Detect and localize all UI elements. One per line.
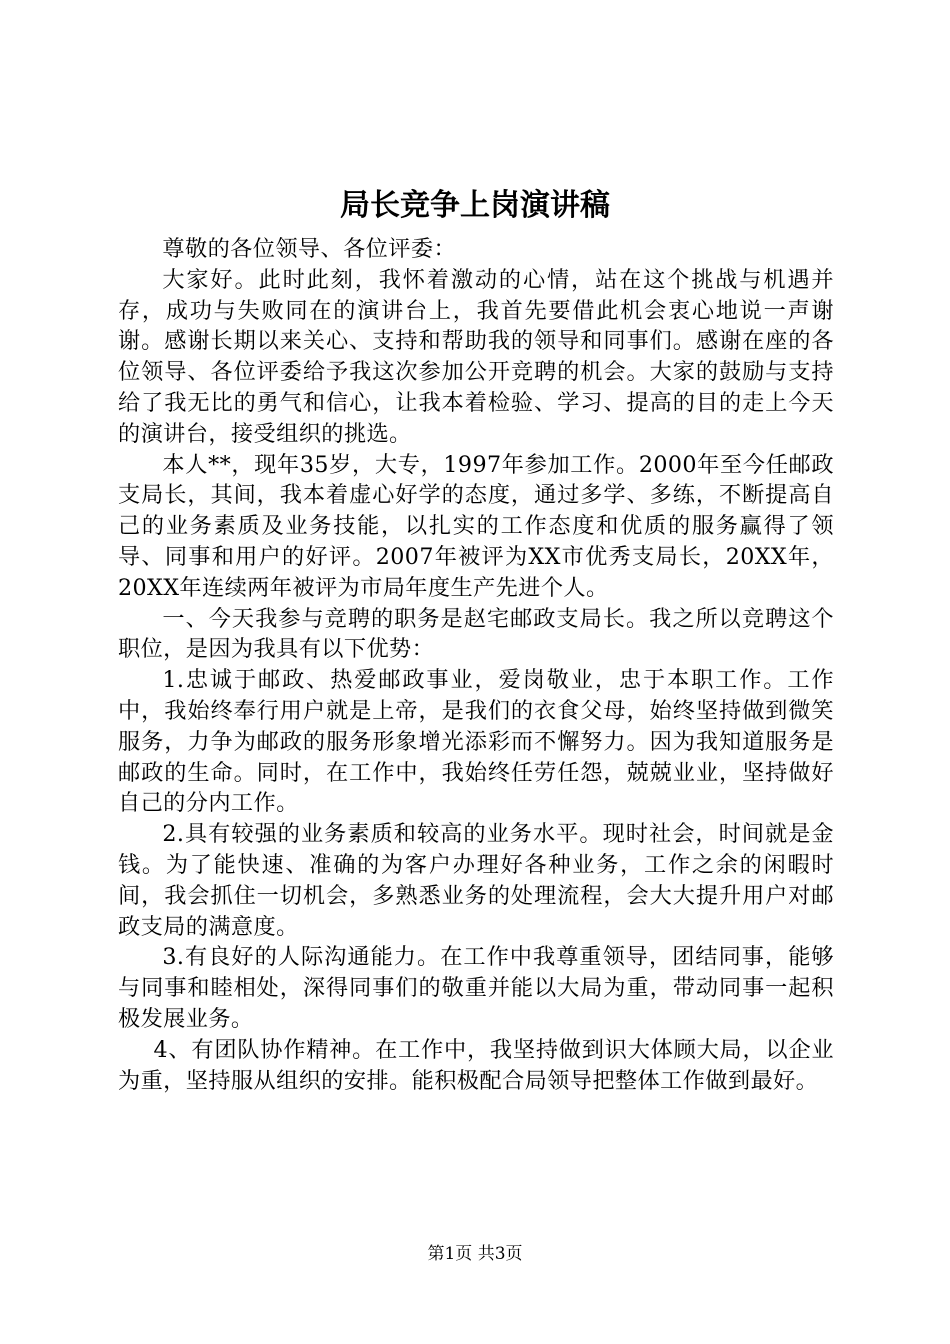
paragraph-self-introduction: 本人**，现年35岁，大专，1997年参加工作。2000年至今任邮政支局长，其间，我本着虚心好学的态度，通过多学、多练，不断提高自己的业务素质及业务技能，以扎实的工作态度和优质的服务赢得了领导、同事和用户的好评。2007年被评为XX市优秀支局长，20XX年，20XX年连续两年被评为市局年度生产先进个人。: [118, 451, 834, 601]
page-number-footer: 第1页 共3页: [427, 1244, 523, 1264]
document-title: 局长竞争上岗演讲稿: [340, 188, 610, 223]
paragraph-point-1: 1.忠诚于邮政、热爱邮政事业，爱岗敬业，忠于本职工作。工作中，我始终奉行用户就是上帝，是我们的衣食父母，始终坚持做到微笑服务，力争为邮政的服务形象增光添彩而不懈努力。因为我知道服务是邮政的生命。同时，在工作中，我始终任劳任怨，兢兢业业，坚持做好自己的分内工作。: [118, 667, 834, 817]
paragraph-point-3: 3.有良好的人际沟通能力。在工作中我尊重领导，团结同事，能够与同事和睦相处，深得同事们的敬重并能以大局为重，带动同事一起积极发展业务。: [118, 944, 834, 1032]
document-body: [118, 234, 834, 1096]
paragraph-greeting: 尊敬的各位领导、各位评委：: [162, 236, 457, 262]
paragraph-point-2: 2.具有较强的业务素质和较高的业务水平。现时社会，时间就是金钱。为了能快速、准确的为客户办理好各种业务，工作之余的闲暇时间，我会抓住一切机会，多熟悉业务的处理流程，会大大提升用户对邮政支局的满意度。: [118, 821, 834, 940]
paragraph-opening: 大家好。此时此刻，我怀着激动的心情，站在这个挑战与机遇并存，成功与失败同在的演讲台上，我首先要借此机会衷心地说一声谢谢。感谢长期以来关心、支持和帮助我的领导和同事们。感谢在座的各位领导、各位评委给予我这次参加公开竞聘的机会。大家的鼓励与支持给了我无比的勇气和信心，让我本着检验、学习、提高的目的走上今天的演讲台，接受组织的挑选。: [118, 266, 834, 447]
paragraph-position: 一、今天我参与竞聘的职务是赵宅邮政支局长。我之所以竞聘这个职位，是因为我具有以下优势：: [118, 605, 834, 663]
paragraph-point-4: 4、有团队协作精神。在工作中，我坚持做到识大体顾大局，以企业为重，坚持服从组织的安排。能积极配合局领导把整体工作做到最好。: [118, 1036, 834, 1094]
